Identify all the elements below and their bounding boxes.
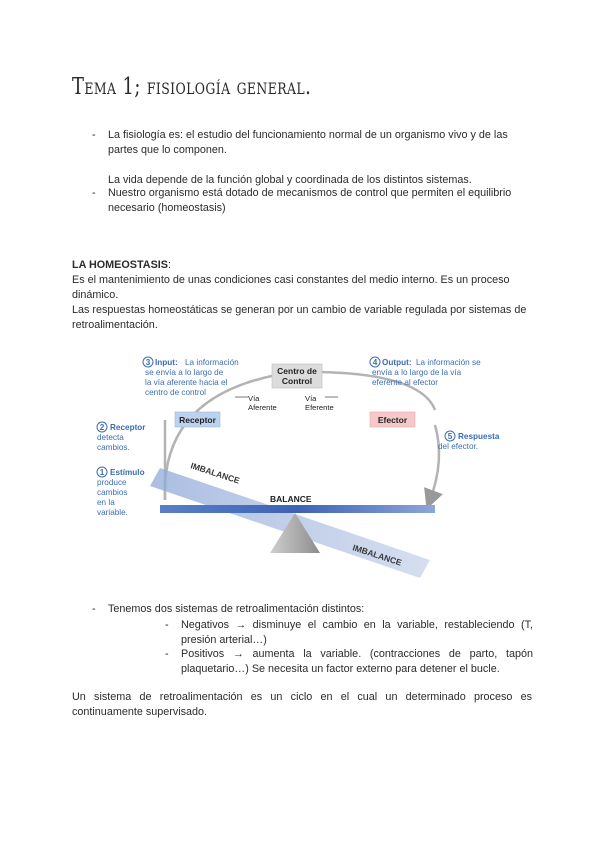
homeostasis-heading-text: LA HOMEOSTASIS [72, 259, 168, 271]
bullet-dash: - [92, 187, 96, 199]
retro-positive: Positivos → aumenta la variable. (contracciones de parto, tapón plaquetario…) Se necesita un factor externo para detener el bucle. [181, 648, 533, 675]
bullet-dash: - [92, 603, 96, 615]
stimulus-line2: cambios [97, 488, 128, 497]
stimulus-title: Estímulo [110, 468, 145, 477]
homeostasis-paragraph-1: Es el mantenimiento de unas condiciones casi constantes del medio interno. Es un proceso dinámico. [72, 274, 510, 301]
sub-bullet-dash: - [165, 648, 169, 660]
imbalance-bottom-label: IMBALANCE [351, 542, 403, 568]
receptor-number: 2 [99, 423, 105, 432]
balance-beam [160, 505, 435, 513]
bullet-control: Nuestro organismo está dotado de mecanismos de control que permiten el equilibrio necesario (homeostasis) [108, 187, 512, 214]
input-line4: centro de control [145, 388, 206, 397]
input-number: 3 [145, 358, 151, 367]
output-title: Output: [382, 358, 412, 367]
response-number: 5 [447, 432, 453, 441]
sub-bullet-dash: - [165, 619, 169, 631]
output-number: 4 [372, 358, 378, 367]
via-aferente-2: Aferente [248, 403, 277, 412]
output-line3: eferente al efector [372, 378, 438, 387]
receptor-line1: detecta [97, 433, 124, 442]
homeostasis-heading-colon: : [167, 259, 171, 271]
receptor-title: Receptor [110, 423, 146, 432]
homeostasis-heading [72, 258, 532, 273]
stimulus-line3: en la [97, 498, 115, 507]
effector-box-label: Efector [377, 415, 408, 425]
bullet-physiology-extra: La vida depende de la función global y coordinada de los distintos sistemas. [108, 174, 472, 186]
stimulus-number: 1 [99, 468, 105, 477]
control-center-line1: Centro de [277, 366, 317, 376]
output-line2: envía a lo largo de la vía [372, 368, 462, 377]
response-title: Respuesta [458, 432, 500, 441]
stimulus-line4: variable. [97, 508, 128, 517]
retro-intro: Tenemos dos sistemas de retroalimentación distintos: [108, 603, 365, 615]
homeostasis-diagram [90, 350, 530, 585]
output-line1: La información se [416, 358, 481, 367]
closing-paragraph: Un sistema de retroalimentación es un ciclo en el cual un determinado proceso es continuamente supervisado. [72, 691, 532, 718]
via-eferente-2: Eferente [305, 403, 334, 412]
response-line1: del efector. [438, 442, 479, 451]
receptor-box-label: Receptor [179, 415, 216, 425]
input-line3: la vía aferente hacia el [145, 378, 228, 387]
via-eferente-1: Vía [305, 394, 317, 403]
stimulus-line1: produce [97, 478, 127, 487]
retro-negative: Negativos → disminuye el cambio en la variable, restableciendo (T, presión arterial…) [181, 619, 533, 646]
via-aferente-1: Vía [248, 394, 260, 403]
input-title: Input: [155, 358, 178, 367]
input-line1: La información [185, 358, 239, 367]
homeostasis-paragraph-2: Las respuestas homeostáticas se generan por un cambio de variable regulada por sistemas de retroalimentación. [72, 304, 527, 331]
bullet-physiology: La fisiología es: el estudio del funcionamiento normal de un organismo vivo y de las partes que lo componen. [108, 129, 508, 156]
balance-label: BALANCE [270, 494, 312, 504]
input-line2: se envía a lo largo de [145, 368, 224, 377]
page-title: Tema 1; fisiología general. [72, 74, 312, 100]
bullet-dash: - [92, 129, 96, 141]
receptor-line2: cambios. [97, 443, 130, 452]
imbalance-top-label: IMBALANCE [189, 460, 241, 486]
effector-arrow [430, 425, 439, 500]
control-center-line2: Control [281, 376, 313, 386]
